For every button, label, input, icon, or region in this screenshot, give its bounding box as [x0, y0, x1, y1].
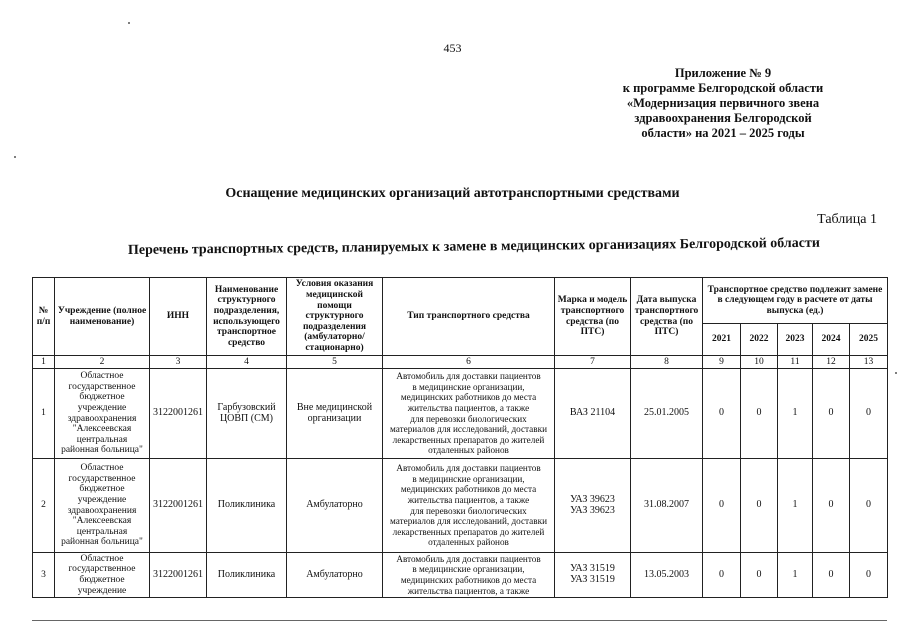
scan-speck — [14, 156, 16, 158]
header-institution: Учреждение (полное наименование) — [55, 278, 150, 356]
row-2024: 0 — [813, 553, 850, 598]
row-vehicle-type: Автомобиль для доставки пациентов в медицинские организации, медицинских работников до места жительства пациентов, а также — [383, 553, 555, 598]
row-2021: 0 — [703, 369, 741, 459]
row-conditions: Амбулаторно — [287, 459, 383, 553]
table-label: Таблица 1 — [817, 212, 877, 227]
row-2025: 0 — [850, 553, 888, 598]
row-2021: 0 — [703, 553, 741, 598]
column-number: 11 — [778, 356, 813, 369]
row-institution: Областное государственное бюджетное учреждение — [55, 553, 150, 598]
row-num: 3 — [33, 553, 55, 598]
row-2024: 0 — [813, 459, 850, 553]
row-inn: 3122001261 — [150, 553, 207, 598]
appendix-line: «Модернизация первичного звена — [626, 96, 820, 110]
row-inn: 3122001261 — [150, 459, 207, 553]
header-subdivision: Наименование структурного подразделения, использующего транспортное средство — [207, 278, 287, 356]
scan-speck — [128, 22, 130, 24]
row-2025: 0 — [850, 459, 888, 553]
row-2023: 1 — [778, 369, 813, 459]
header-replacement: Транспортное средство подлежит замене в следующем году в расчете от даты выпуска (ед.) — [703, 278, 888, 324]
scan-bottom-edge — [32, 620, 887, 621]
column-number: 10 — [741, 356, 778, 369]
header-date: Дата выпуска транспортного средства (по ПТС) — [631, 278, 703, 356]
appendix-line: здравоохранения Белгородской — [634, 111, 812, 125]
table-row — [33, 369, 888, 459]
appendix-block — [593, 66, 853, 141]
row-num: 2 — [33, 459, 55, 553]
column-number: 5 — [287, 356, 383, 369]
row-date: 13.05.2003 — [631, 553, 703, 598]
row-2021: 0 — [703, 459, 741, 553]
column-number: 9 — [703, 356, 741, 369]
row-subdivision: Поликлиника — [207, 553, 287, 598]
column-number: 8 — [631, 356, 703, 369]
header-year: 2021 — [703, 324, 741, 356]
table-row — [33, 459, 888, 553]
header-brand: Марка и модель транспортного средства (по ПТС) — [555, 278, 631, 356]
table-subtitle: Перечень транспортных средств, планируемых к замене в медицинских организациях Белгородской области — [127, 235, 820, 258]
page-number: 453 — [443, 41, 462, 55]
appendix-line: области» на 2021 – 2025 годы — [641, 126, 805, 140]
column-number: 1 — [33, 356, 55, 369]
row-2023: 1 — [778, 459, 813, 553]
main-title: Оснащение медицинских организаций автотранспортными средствами — [225, 186, 680, 201]
column-number: 3 — [150, 356, 207, 369]
header-vehicle-type: Тип транспортного средства — [383, 278, 555, 356]
row-date: 31.08.2007 — [631, 459, 703, 553]
row-2022: 0 — [741, 553, 778, 598]
header-year: 2024 — [813, 324, 850, 356]
row-inn: 3122001261 — [150, 369, 207, 459]
appendix-line: к программе Белгородской области — [622, 81, 824, 95]
table-row — [33, 553, 888, 598]
column-number: 6 — [383, 356, 555, 369]
header-inn: ИНН — [150, 278, 207, 356]
row-2023: 1 — [778, 553, 813, 598]
header-year: 2022 — [741, 324, 778, 356]
row-2025: 0 — [850, 369, 888, 459]
row-2022: 0 — [741, 369, 778, 459]
column-number: 12 — [813, 356, 850, 369]
row-subdivision: Поликлиника — [207, 459, 287, 553]
row-num: 1 — [33, 369, 55, 459]
row-institution: Областное государственное бюджетное учреждение здравоохранения "Алексеевская центральная районная больница" — [55, 369, 150, 459]
row-2024: 0 — [813, 369, 850, 459]
row-brand: УАЗ 39623 УАЗ 39623 — [555, 459, 631, 553]
row-conditions: Вне медицинской организации — [287, 369, 383, 459]
row-date: 25.01.2005 — [631, 369, 703, 459]
header-num: № п/п — [33, 278, 55, 356]
header-conditions: Условия оказания медицинской помощи структурного подразделения (амбулаторно/ стационарно) — [287, 278, 383, 356]
column-number-row — [33, 356, 888, 369]
column-number: 7 — [555, 356, 631, 369]
header-year: 2023 — [778, 324, 813, 356]
row-subdivision: Гарбузовский ЦОВП (СМ) — [207, 369, 287, 459]
appendix-line: Приложение № 9 — [674, 66, 772, 80]
row-brand: ВАЗ 21104 — [555, 369, 631, 459]
column-number: 2 — [55, 356, 150, 369]
row-institution: Областное государственное бюджетное учреждение здравоохранения "Алексеевская центральная районная больница" — [55, 459, 150, 553]
row-brand: УАЗ 31519 УАЗ 31519 — [555, 553, 631, 598]
row-vehicle-type: Автомобиль для доставки пациентов в медицинские организации, медицинских работников до места жительства пациентов, а также для перевозки биологических материалов для исследований, доставки лекарственных препаратов до жителей отдаленных районов — [383, 369, 555, 459]
row-2022: 0 — [741, 459, 778, 553]
scan-speck — [895, 372, 897, 374]
column-number: 13 — [850, 356, 888, 369]
vehicle-table — [32, 277, 888, 598]
column-number: 4 — [207, 356, 287, 369]
header-year: 2025 — [850, 324, 888, 356]
row-conditions: Амбулаторно — [287, 553, 383, 598]
row-vehicle-type: Автомобиль для доставки пациентов в медицинские организации, медицинских работников до места жительства пациентов, а также для перевозки биологических материалов для исследований, доставки лекарственных препаратов до жителей отдаленных районов — [383, 459, 555, 553]
